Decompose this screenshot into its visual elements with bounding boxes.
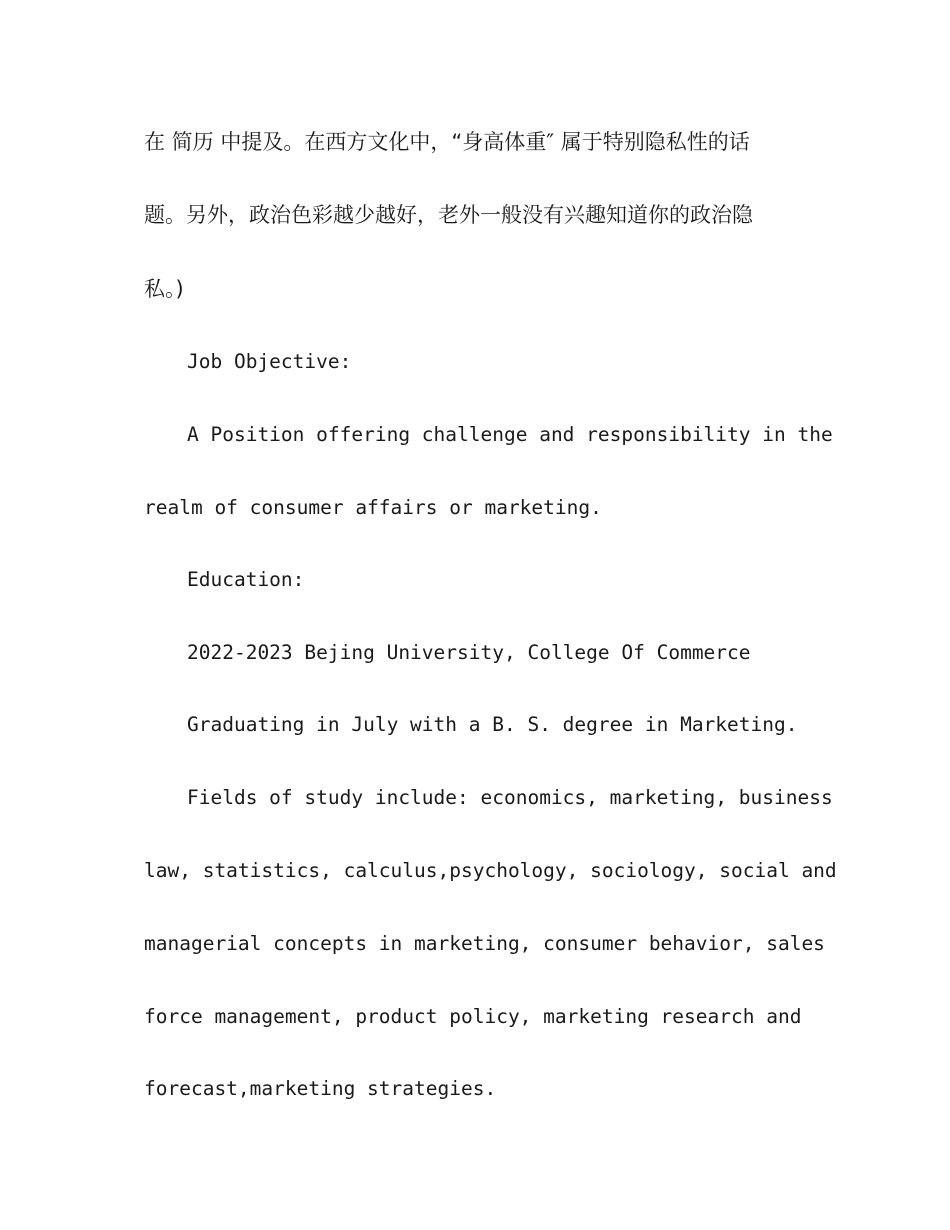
note-line-1: 在 简历 中提及。在西方文化中，“身高体重″ 属于特别隐私性的话 xyxy=(144,130,750,154)
fields-of-study-line-5: forecast,marketing strategies. xyxy=(144,1077,497,1100)
fields-of-study-line-1: Fields of study include: economics, marketing, business xyxy=(187,786,833,809)
education-period-line: 2022-2023 Bejing University, College Of Commerce xyxy=(187,641,751,664)
job-objective-line-1: A Position offering challenge and responsibility in the xyxy=(187,423,833,446)
job-objective-line-2: realm of consumer affairs or marketing. xyxy=(144,496,602,519)
fields-of-study-line-4: force management, product policy, marketing research and xyxy=(144,1005,802,1028)
note-line-2: 题。另外，政治色彩越少越好，老外一般没有兴趣知道你的政治隐 xyxy=(144,203,753,227)
note-line-3: 私。) xyxy=(144,277,184,301)
education-degree-line: Graduating in July with a B. S. degree in Marketing. xyxy=(187,713,798,736)
fields-of-study-line-2: law, statistics, calculus,psychology, sociology, social and xyxy=(144,859,837,882)
education-heading: Education: xyxy=(187,568,305,591)
job-objective-heading: Job Objective: xyxy=(187,350,352,373)
fields-of-study-line-3: managerial concepts in marketing, consumer behavior, sales xyxy=(144,932,825,955)
